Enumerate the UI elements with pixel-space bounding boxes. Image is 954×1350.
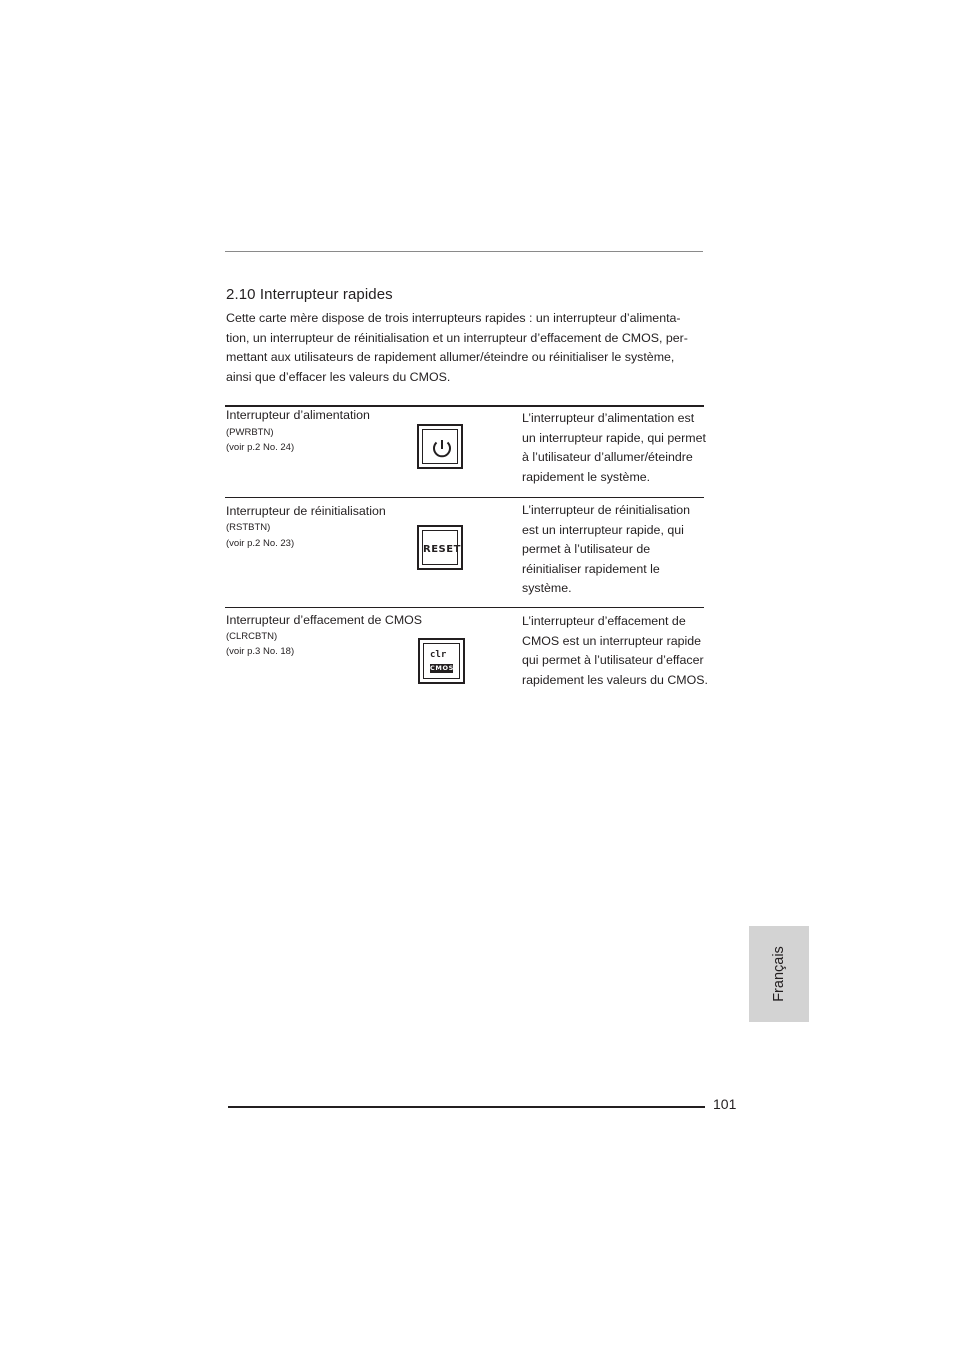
clear-cmos-icon-label-bottom: CMOS: [430, 664, 454, 672]
switch-name-reset: Interrupteur de réinitialisation: [226, 504, 386, 518]
row-divider: [225, 607, 704, 608]
row-divider: [225, 497, 704, 498]
header-rule: [225, 251, 703, 252]
table-top-rule: [225, 405, 704, 407]
power-symbol: [423, 430, 461, 467]
switch-code-reset: (RSTBTN): [226, 522, 271, 533]
switch-ref-reset: (voir p.2 No. 23): [226, 538, 295, 549]
intro-line: ainsi que d’effacer les valeurs du CMOS.: [226, 369, 451, 384]
intro-paragraph: [226, 309, 706, 387]
language-tab: [749, 926, 809, 1022]
section-title: 2.10 Interrupteur rapides: [226, 286, 393, 303]
intro-line: tion, un interrupteur de réinitialisation et un interrupteur d’effacement de CMOS, per-: [226, 330, 688, 345]
desc-line: système.: [522, 581, 572, 595]
desc-line: L’interrupteur de réinitialisation: [522, 503, 691, 517]
switch-ref-power: (voir p.2 No. 24): [226, 442, 295, 453]
switch-desc-power: [522, 409, 722, 487]
switch-name-clear-cmos: Interrupteur d’effacement de CMOS: [226, 613, 423, 627]
power-icon: [417, 424, 463, 469]
desc-line: L’interrupteur d’effacement de: [522, 614, 686, 628]
desc-line: rapidement le système.: [522, 469, 651, 484]
switch-desc-clear-cmos: [522, 612, 722, 690]
language-tab-label: Français: [770, 946, 787, 1002]
switch-name-power: Interrupteur d’alimentation: [226, 408, 370, 422]
reset-icon: [417, 525, 463, 570]
desc-line: un interrupteur rapide, qui permet: [522, 430, 706, 445]
desc-line: CMOS est un interrupteur rapide: [522, 633, 702, 648]
clear-cmos-icon-label-top: clr: [430, 650, 447, 660]
clear-cmos-icon: [418, 638, 465, 684]
desc-line: qui permet à l’utilisateur d’effacer: [522, 653, 704, 667]
desc-line: permet à l’utilisateur de: [522, 542, 651, 556]
switch-code-clear-cmos: (CLRCBTN): [226, 631, 278, 642]
desc-line: réinitialiser rapidement le: [522, 561, 660, 576]
desc-line: L’interrupteur d’alimentation est: [522, 411, 695, 425]
desc-line: rapidement les valeurs du CMOS.: [522, 672, 708, 687]
intro-line: mettant aux utilisateurs de rapidement allumer/éteindre ou réinitialiser le système,: [226, 350, 675, 364]
page-number: 101: [713, 1096, 737, 1112]
footer-rule: [228, 1106, 705, 1108]
switch-code-power: (PWRBTN): [226, 427, 274, 438]
switch-desc-reset: [522, 501, 722, 599]
intro-line: Cette carte mère dispose de trois interrupteurs rapides : un interrupteur d’alimenta-: [226, 311, 681, 325]
switch-ref-clear-cmos: (voir p.3 No. 18): [226, 646, 295, 657]
reset-icon-label: RESET: [423, 544, 461, 555]
desc-line: est un interrupteur rapide, qui: [522, 522, 684, 537]
desc-line: à l’utilisateur d’allumer/éteindre: [522, 450, 693, 464]
